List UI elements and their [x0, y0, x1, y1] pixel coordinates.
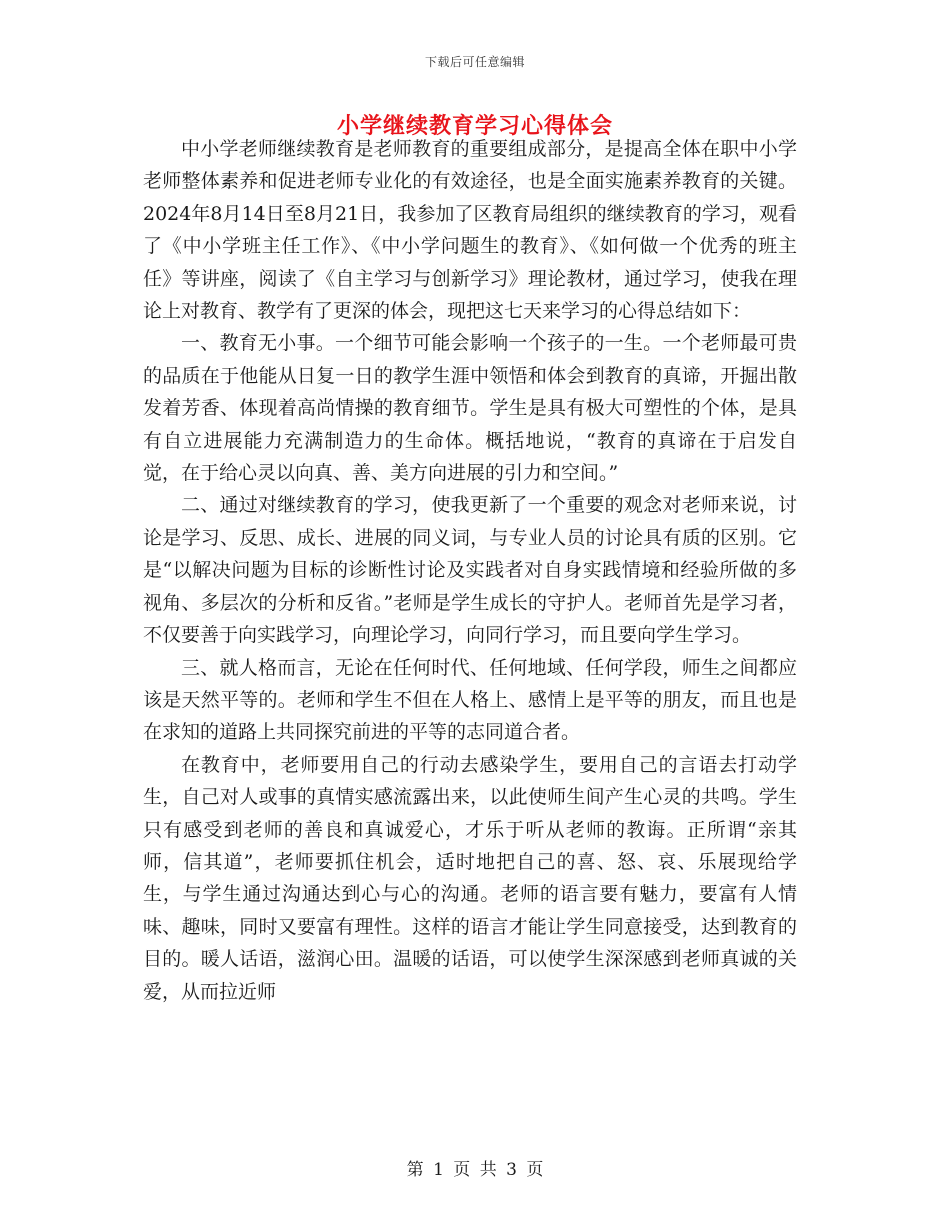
paragraph-point-two: 二、通过对继续教育的学习，使我更新了一个重要的观念对老师来说，讨论是学习、反思、成长、进展的同义词，与专业人员的讨论具有质的区别。它是“以解决问题为目标的诊断性讨论及实践者对自身实践情境和经验所做的多视角、多层次的分析和反省。”老师是学生成长的守护人。老师首先是学习者，不仅要善于向实践学习，向理论学习，向同行学习，而且要向学生学习。 [143, 494, 797, 647]
paragraph-intro: 中小学老师继续教育是老师教育的重要组成部分，是提高全体在职中小学老师整体素养和促进老师专业化的有效途径，也是全面实施素养教育的关键。2024年8月14日至8月21日，我参加了区教育局组织的继续教育的学习，观看了《中小学班主任工作》、《中小学问题生的教育》、《如何做一个优秀的班主任》等讲座，阅读了《自主学习与创新学习》理论教材，通过学习，使我在理论上对教育、教学有了更深的体会，现把这七天来学习的心得总结如下： [143, 138, 797, 323]
document-body [143, 133, 797, 1008]
paragraph-education-practice: 在教育中，老师要用自己的行动去感染学生，要用自己的言语去打动学生，自己对人或事的真情实感流露出来，以此使师生间产生心灵的共鸣。学生只有感受到老师的善良和真诚爱心，才乐于听从老师的教诲。正所谓“亲其师，信其道”，老师要抓住机会，适时地把自己的喜、怒、哀、乐展现给学生，与学生通过沟通达到心与心的沟通。老师的语言要有魅力，要富有人情味、趣味，同时又要富有理性。这样的语言才能让学生同意接受，达到教育的目的。暖人话语，滋润心田。温暖的话语，可以使学生深深感到老师真诚的关爱，从而拉近师 [143, 753, 797, 1003]
header-note: 下载后可任意编辑 [424, 55, 525, 69]
paragraph-point-three: 三、就人格而言，无论在任何时代、任何地域、任何学段，师生之间都应该是天然平等的。老师和学生不但在人格上、感情上是平等的朋友，而且也是在求知的道路上共同探究前进的平等的志同道合者。 [143, 656, 797, 744]
document-title: 小学继续教育学习心得体会 [336, 113, 613, 139]
paragraph-point-one: 一、教育无小事。一个细节可能会影响一个孩子的一生。一个老师最可贵的品质在于他能从日复一日的教学生涯中领悟和体会到教育的真谛，开掘出散发着芳香、体现着高尚情操的教育细节。学生是具有极大可塑性的个体，是具有自立进展能力充满制造力的生命体。概括地说，“教育的真谛在于启发自觉，在于给心灵以向真、善、美方向进展的引力和空间。” [143, 332, 797, 485]
page-number-footer: 第 1 页 共 3 页 [406, 1160, 544, 1180]
